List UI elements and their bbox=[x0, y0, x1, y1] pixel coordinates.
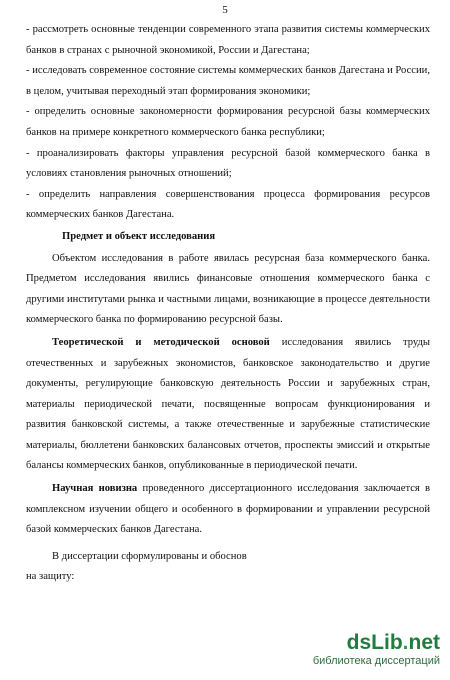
watermark-logo-main: dsLib bbox=[346, 631, 403, 654]
list-item: - рассмотреть основные тенденции современного этапа развития системы коммерческих банков в странах с рыночной экономикой, России и Дагестана; bbox=[26, 24, 430, 56]
document-body bbox=[26, 20, 430, 588]
novelty-bold-lead: Научная новизна bbox=[52, 483, 138, 495]
list-item: - проанализировать факторы управления ресурсной базой коммерческого банка в условиях становления рыночных отношений; bbox=[26, 147, 430, 180]
list-item: - определить направления совершенствования процесса формирования ресурсов коммерческих банков Дагестана. bbox=[26, 188, 430, 221]
theory-paragraph bbox=[26, 333, 430, 477]
theory-text: исследования явились труды отечественных и зарубежных экономистов, банковское законодательство и другие документы, регулирующие банковскую деятельность России и зарубежных стран, материалы периодической печати, посвященные вопросам функционирования и развития банковской системы, а также отечественные и зарубежные статистические материалы, бюллетени банковских балансовых отчетов, проспекты эмиссий и открытые балансы коммерческих банков, опубликованные в периодической печати. bbox=[26, 336, 430, 472]
defense-paragraph: В диссертации сформулированы и обоснов bbox=[52, 550, 247, 562]
watermark-logo-tld: net bbox=[408, 631, 440, 654]
section-heading: Предмет и объект исследования bbox=[62, 230, 216, 242]
site-watermark bbox=[290, 632, 440, 672]
list-item: - исследовать современное состояние системы коммерческих банков Дагестана и России, в целом, учитывая переходный этап формирования экономики; bbox=[26, 65, 430, 97]
page-number: 5 bbox=[222, 4, 228, 16]
watermark-logo bbox=[290, 632, 440, 654]
novelty-text: проведенного диссертационного исследования заключается в комплексном изучении общего и особенного в формировании и управлении ресурсной базой коммерческих банков Дагестана. bbox=[26, 483, 430, 536]
list-item: - определить основные закономерности формирования ресурсной базы коммерческих банков на примере конкретного коммерческого банка республики; bbox=[26, 106, 430, 138]
object-paragraph: Объектом исследования в работе явилась ресурсная база коммерческого банка. Предметом исследования явились финансовые отношения коммерческого банка с другими институтами рынка и частными лицами, возникающие в процессе деятельности коммерческого банка по формированию ресурсной базы. bbox=[26, 252, 430, 326]
watermark-logo-dot: . bbox=[402, 631, 409, 654]
theory-bold-lead: Теоретической и методической основой bbox=[52, 336, 270, 348]
novelty-paragraph bbox=[26, 479, 430, 541]
defense-paragraph-continuation: на защиту: bbox=[26, 571, 75, 583]
watermark-subtitle: библиотека диссертаций bbox=[312, 655, 440, 667]
